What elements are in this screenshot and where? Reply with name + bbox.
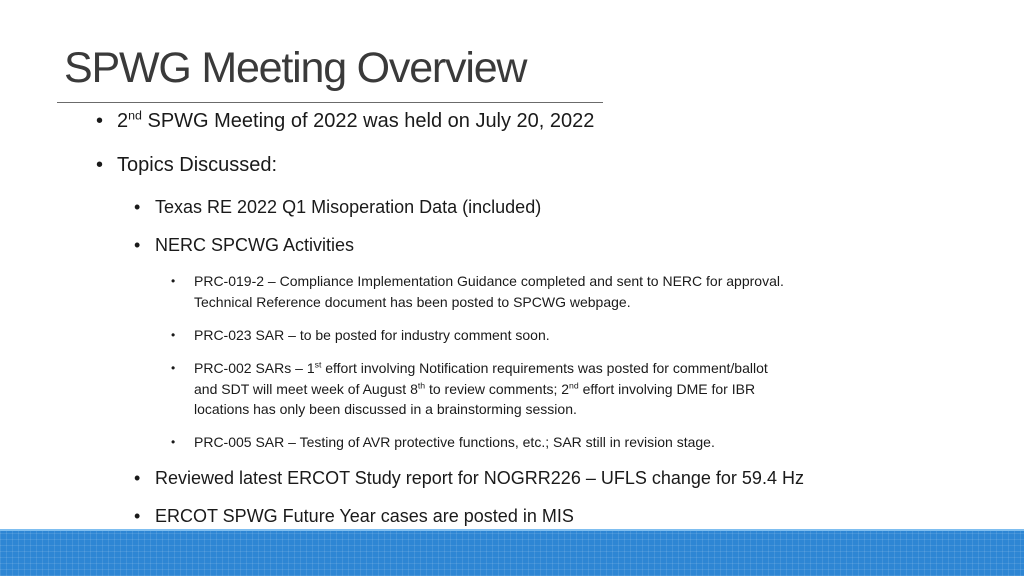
bullet-nerc-spcwg: • NERC SPCWG Activities [155, 235, 354, 256]
bullet-prc-005: • PRC-005 SAR – Testing of AVR protective functions, etc.; SAR still in revision stage. [194, 432, 715, 453]
footer-band [0, 531, 1024, 576]
bullet-line: Technical Reference document has been posted to SPCWG webpage. [194, 293, 631, 310]
bullet-line: • PRC-019-2 – Compliance Implementation Guidance completed and sent to NERC for approval. [194, 273, 784, 289]
bullet-ercot-study: • Reviewed latest ERCOT Study report for NOGRR226 – UFLS change for 59.4 Hz [155, 468, 804, 489]
bullet-meeting-held [117, 110, 594, 133]
bullet-texas-re-data: • Texas RE 2022 Q1 Misoperation Data (included) [155, 197, 541, 218]
bullet-topics-discussed: • Topics Discussed: [117, 154, 277, 177]
superscript: nd [128, 108, 142, 123]
bullet-ercot-cases: • ERCOT SPWG Future Year cases are posted in MIS [155, 506, 574, 527]
bullet-text: effort involving DME for IBR [578, 380, 756, 397]
bullet-text: PRC-002 SARs – 1 [194, 360, 315, 376]
bullet-line: locations has only been discussed in a brainstorming session. [194, 401, 577, 417]
slide-title: SPWG Meeting Overview [64, 44, 527, 92]
superscript: st [314, 359, 322, 370]
bullet-line [194, 358, 768, 379]
bullet-prc-019 [194, 271, 784, 312]
bullet-text: and SDT will meet week of August 8 [194, 380, 418, 397]
superscript: nd [569, 379, 579, 390]
bullet-text: 2 [117, 110, 129, 132]
bullet-text: SPWG Meeting of 2022 was held on July 20, 2022 [141, 110, 595, 132]
bullet-prc-023: • PRC-023 SAR – to be posted for industry comment soon. [194, 325, 550, 346]
bullet-line [194, 379, 768, 400]
bullet-text: effort involving Notification requirements was posted for comment/ballot [321, 360, 768, 376]
superscript: th [417, 379, 426, 390]
bullet-prc-002 [194, 358, 768, 420]
bullet-text: to review comments; 2 [425, 380, 570, 397]
title-underline [57, 102, 603, 103]
